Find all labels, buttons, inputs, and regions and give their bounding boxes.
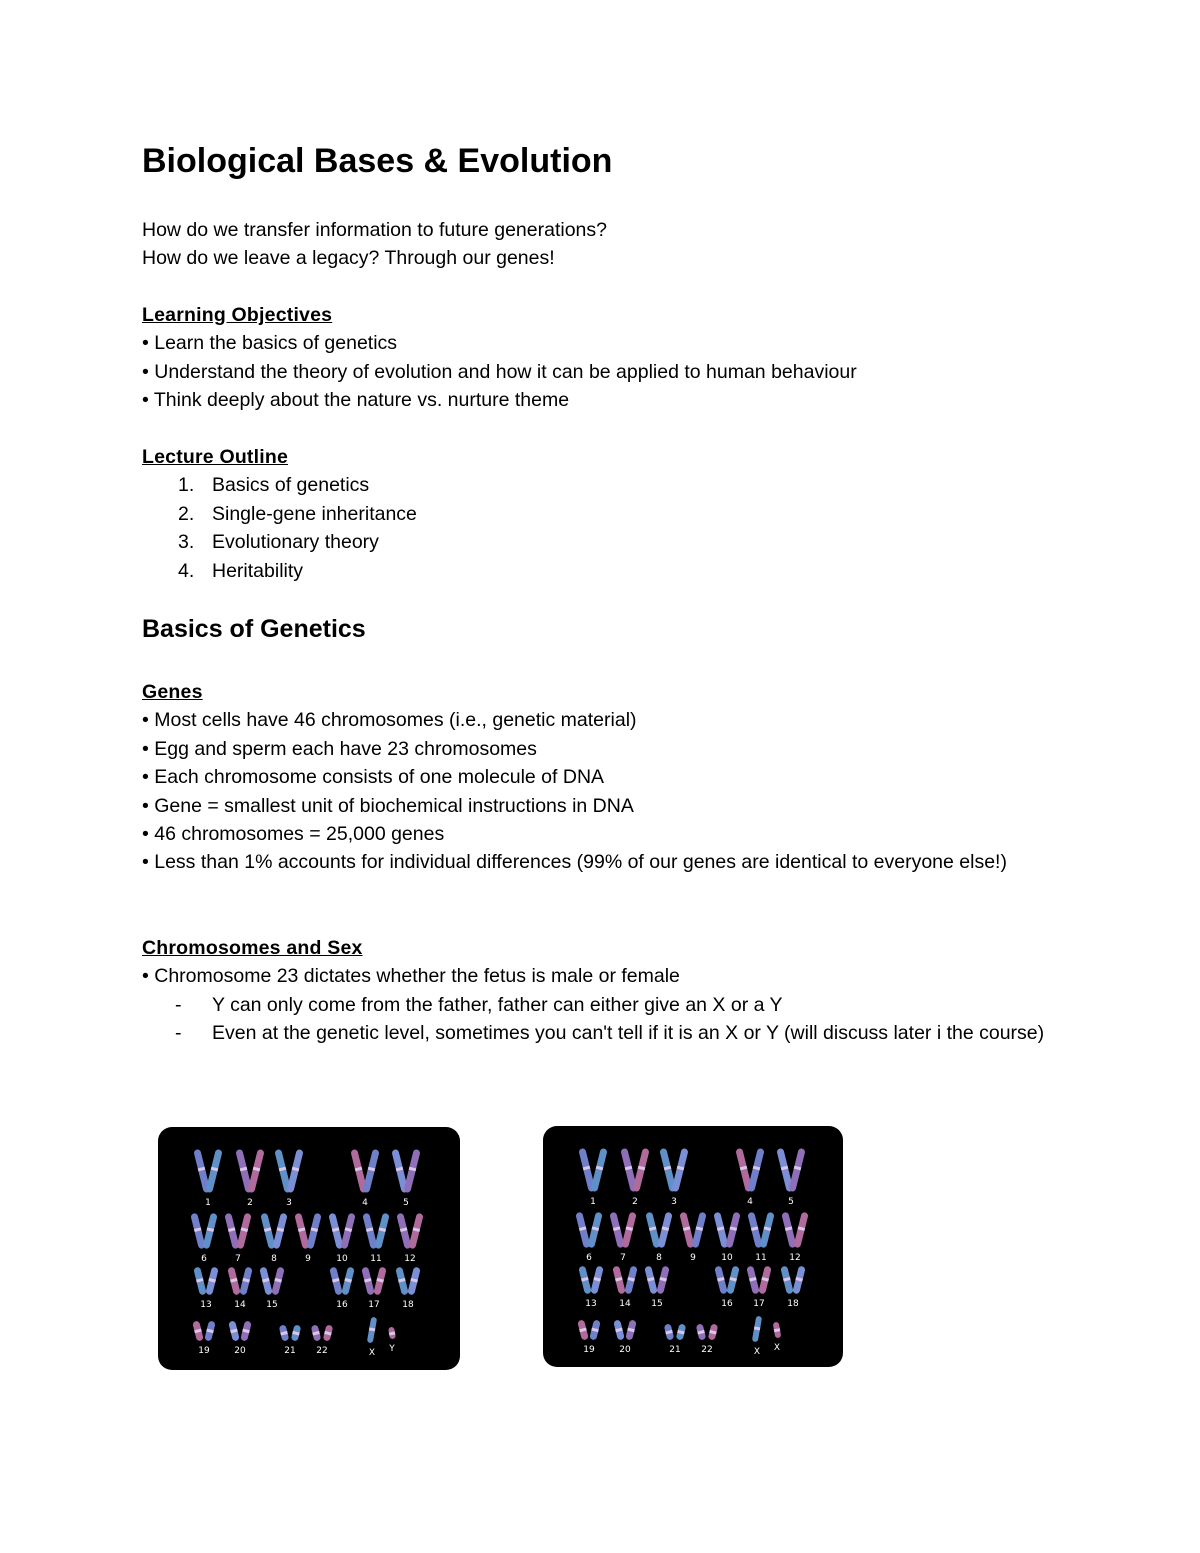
chromosome-mark — [590, 1148, 607, 1192]
chromosome-mark — [373, 1267, 387, 1296]
chromosome-mark — [780, 1266, 794, 1295]
chromosome-mark — [714, 1266, 728, 1295]
genes-heading: Genes — [142, 681, 203, 703]
chromosome-mark — [725, 1212, 741, 1249]
chromosome-label: 6 — [586, 1253, 592, 1263]
page-title: Biological Bases & Evolution — [142, 142, 613, 180]
chromosome-label: 16 — [336, 1300, 348, 1310]
lecture-outline-heading: Lecture Outline — [142, 446, 289, 468]
chromosome-mark — [656, 1266, 670, 1295]
chromosome-mark — [291, 1324, 302, 1341]
chromosome-mark — [192, 1320, 204, 1341]
chromosome-mark — [577, 1319, 589, 1340]
chromosome-label: Y — [389, 1344, 395, 1354]
sub-list-item-text: Y can only come from the father, father can either give an X or a Y — [212, 993, 783, 1016]
list-item — [142, 528, 1062, 556]
chromosome-label: 3 — [286, 1198, 292, 1208]
chromosome-label: 18 — [787, 1299, 799, 1309]
chromosome-mark — [590, 1266, 604, 1295]
chromosome-label: 21 — [669, 1345, 681, 1355]
chromosome-label: X — [368, 1348, 376, 1358]
chromosome-mark — [311, 1324, 322, 1341]
learning-objectives-heading: Learning Objectives — [142, 304, 333, 326]
list-item — [142, 500, 1062, 528]
chromosome-mark — [367, 1317, 377, 1344]
chromosome-mark — [625, 1319, 637, 1340]
chromosome-mark — [407, 1267, 421, 1296]
chromosome-label: 8 — [656, 1253, 662, 1263]
chromosome-mark — [362, 1149, 379, 1193]
chromosome-mark — [788, 1148, 805, 1192]
list-item: • Less than 1% accounts for individual differences (99% of our genes are identical to everyone else!) — [142, 851, 1007, 874]
chromosome-label: 9 — [690, 1253, 696, 1263]
chromosome-mark — [323, 1324, 334, 1341]
chromosome-label: 15 — [651, 1299, 663, 1309]
genes-section — [142, 678, 1062, 877]
chromosome-label: X — [773, 1343, 781, 1353]
chromosome-label: 8 — [271, 1254, 277, 1264]
chromosome-mark — [403, 1149, 420, 1193]
chromosome-mark — [279, 1324, 290, 1341]
chromosome-label: 13 — [585, 1299, 597, 1309]
chromosome-mark — [752, 1316, 762, 1343]
list-item-text: Single-gene inheritance — [212, 502, 417, 525]
chromosome-label: 13 — [200, 1300, 212, 1310]
male-karyotype-image — [158, 1127, 460, 1370]
list-item: • Gene = smallest unit of biochemical instructions in DNA — [142, 794, 634, 817]
chromosome-mark — [589, 1319, 601, 1340]
chromosome-label: 1 — [205, 1198, 211, 1208]
sub-list-item — [142, 1019, 1062, 1047]
chromosome-mark — [239, 1267, 253, 1296]
karyotype-figure — [158, 1127, 460, 1370]
chromosome-mark — [691, 1212, 707, 1249]
chromosome-label: 22 — [316, 1346, 328, 1356]
chromosome-mark — [621, 1212, 637, 1249]
chromosome-mark — [708, 1323, 719, 1340]
chromosome-label: 6 — [201, 1254, 207, 1264]
list-item: • Each chromosome consists of one molecule of DNA — [142, 766, 605, 789]
chromosome-mark — [612, 1266, 626, 1295]
chromosome-mark — [374, 1213, 390, 1250]
chromosome-mark — [271, 1267, 285, 1296]
sub-list-item-text: Even at the genetic level, sometimes you can't tell if it is an X or Y (will discuss later i the course) — [212, 1022, 1045, 1045]
list-number: 4. — [178, 559, 195, 582]
list-item: • Learn the basics of genetics — [142, 332, 398, 355]
chromosome-label: 3 — [671, 1197, 677, 1207]
list-item-text: Evolutionary theory — [212, 531, 379, 554]
chromosome-label: 7 — [235, 1254, 241, 1264]
chromosome-label: 18 — [402, 1300, 414, 1310]
chromosome-label: X — [753, 1347, 761, 1357]
chromosome-mark — [247, 1149, 264, 1193]
chromosome-label: 12 — [789, 1253, 801, 1263]
list-item: • 46 chromosomes = 25,000 genes — [142, 823, 445, 846]
list-number: 3. — [178, 531, 195, 554]
chromosome-label: 14 — [619, 1299, 631, 1309]
chromosome-mark — [227, 1267, 241, 1296]
chromosome-mark — [340, 1213, 356, 1250]
chromosome-mark — [632, 1148, 649, 1192]
list-item: • Think deeply about the nature vs. nurture theme — [142, 389, 570, 412]
list-number: 1. — [178, 474, 195, 497]
chromosome-label: 15 — [266, 1300, 278, 1310]
female-karyotype-image — [543, 1126, 843, 1367]
karyotype-figure — [543, 1126, 843, 1367]
lecture-outline-section — [142, 443, 1062, 585]
list-item: • Chromosome 23 dictates whether the fetus is male or female — [142, 965, 680, 988]
list-item: • Understand the theory of evolution and how it can be applied to human behaviour — [142, 360, 857, 383]
chromosome-label: 20 — [234, 1346, 246, 1356]
chromosome-mark — [341, 1267, 355, 1296]
chromosome-label: 5 — [788, 1197, 794, 1207]
chromosome-label: 11 — [370, 1254, 382, 1264]
chromosome-label: 5 — [403, 1198, 409, 1208]
chromosome-label: 12 — [404, 1254, 416, 1264]
chromosome-label: 7 — [620, 1253, 626, 1263]
chromosome-label: 17 — [368, 1300, 380, 1310]
chromosome-mark — [306, 1213, 322, 1250]
list-item — [142, 471, 1062, 499]
chromosome-mark — [193, 1267, 207, 1296]
learning-objectives-section — [142, 301, 1062, 415]
chromosome-label: 10 — [336, 1254, 348, 1264]
chromosome-mark — [388, 1327, 396, 1340]
chromosome-mark — [657, 1212, 673, 1249]
chromosome-mark — [259, 1267, 273, 1296]
list-item: • Most cells have 46 chromosomes (i.e., genetic material) — [142, 709, 637, 732]
chromosome-label: 2 — [247, 1198, 253, 1208]
intro-line: How do we transfer information to future generations? — [142, 219, 608, 241]
chromosome-mark — [587, 1212, 603, 1249]
chromosome-mark — [792, 1266, 806, 1295]
chromosome-mark — [578, 1266, 592, 1295]
chromosome-label: 4 — [747, 1197, 753, 1207]
section-heading: Basics of Genetics — [142, 615, 366, 643]
list-number: 2. — [178, 502, 195, 525]
chromosome-mark — [205, 1149, 222, 1193]
list-item: • Egg and sperm each have 23 chromosomes — [142, 737, 537, 760]
chromosome-mark — [644, 1266, 658, 1295]
chromosome-mark — [202, 1213, 218, 1250]
chromosome-mark — [624, 1266, 638, 1295]
chromosome-label: 19 — [583, 1345, 595, 1355]
chromosome-label: 20 — [619, 1345, 631, 1355]
list-item — [142, 557, 1062, 585]
chromosome-mark — [664, 1323, 675, 1340]
chromosome-label: 19 — [198, 1346, 210, 1356]
chromosomes-sex-section — [142, 934, 1062, 1048]
list-item-text: Basics of genetics — [212, 474, 370, 497]
chromosome-mark — [408, 1213, 424, 1250]
chromosome-label: 10 — [721, 1253, 733, 1263]
chromosome-mark — [793, 1212, 809, 1249]
chromosome-label: 16 — [721, 1299, 733, 1309]
chromosome-label: 11 — [755, 1253, 767, 1263]
chromosome-label: 14 — [234, 1300, 246, 1310]
chromosome-mark — [758, 1266, 772, 1295]
chromosome-label: 21 — [284, 1346, 296, 1356]
chromosome-mark — [671, 1148, 688, 1192]
chromosome-mark — [676, 1323, 687, 1340]
chromosome-mark — [204, 1320, 216, 1341]
dash-marker: - — [175, 993, 182, 1016]
sub-list-item — [142, 991, 1062, 1019]
chromosome-mark — [726, 1266, 740, 1295]
chromosome-mark — [272, 1213, 288, 1250]
chromosome-label: 1 — [590, 1197, 596, 1207]
chromosome-mark — [228, 1320, 240, 1341]
chromosome-label: 17 — [753, 1299, 765, 1309]
chromosome-label: 4 — [362, 1198, 368, 1208]
chromosomes-sex-heading: Chromosomes and Sex — [142, 937, 363, 959]
chromosome-mark — [759, 1212, 775, 1249]
chromosome-label: 2 — [632, 1197, 638, 1207]
chromosome-mark — [286, 1149, 303, 1193]
chromosome-mark — [329, 1267, 343, 1296]
dash-marker: - — [175, 1022, 182, 1045]
chromosome-mark — [361, 1267, 375, 1296]
chromosome-mark — [205, 1267, 219, 1296]
intro-paragraph — [142, 216, 1062, 273]
chromosome-mark — [746, 1266, 760, 1295]
chromosome-mark — [696, 1323, 707, 1340]
chromosome-mark — [240, 1320, 252, 1341]
chromosome-label: 22 — [701, 1345, 713, 1355]
chromosome-label: 9 — [305, 1254, 311, 1264]
intro-line: How do we leave a legacy? Through our genes! — [142, 247, 555, 270]
chromosome-mark — [773, 1322, 782, 1339]
chromosome-mark — [236, 1213, 252, 1250]
chromosome-mark — [395, 1267, 409, 1296]
chromosome-mark — [747, 1148, 764, 1192]
chromosome-mark — [613, 1319, 625, 1340]
list-item-text: Heritability — [212, 559, 304, 582]
